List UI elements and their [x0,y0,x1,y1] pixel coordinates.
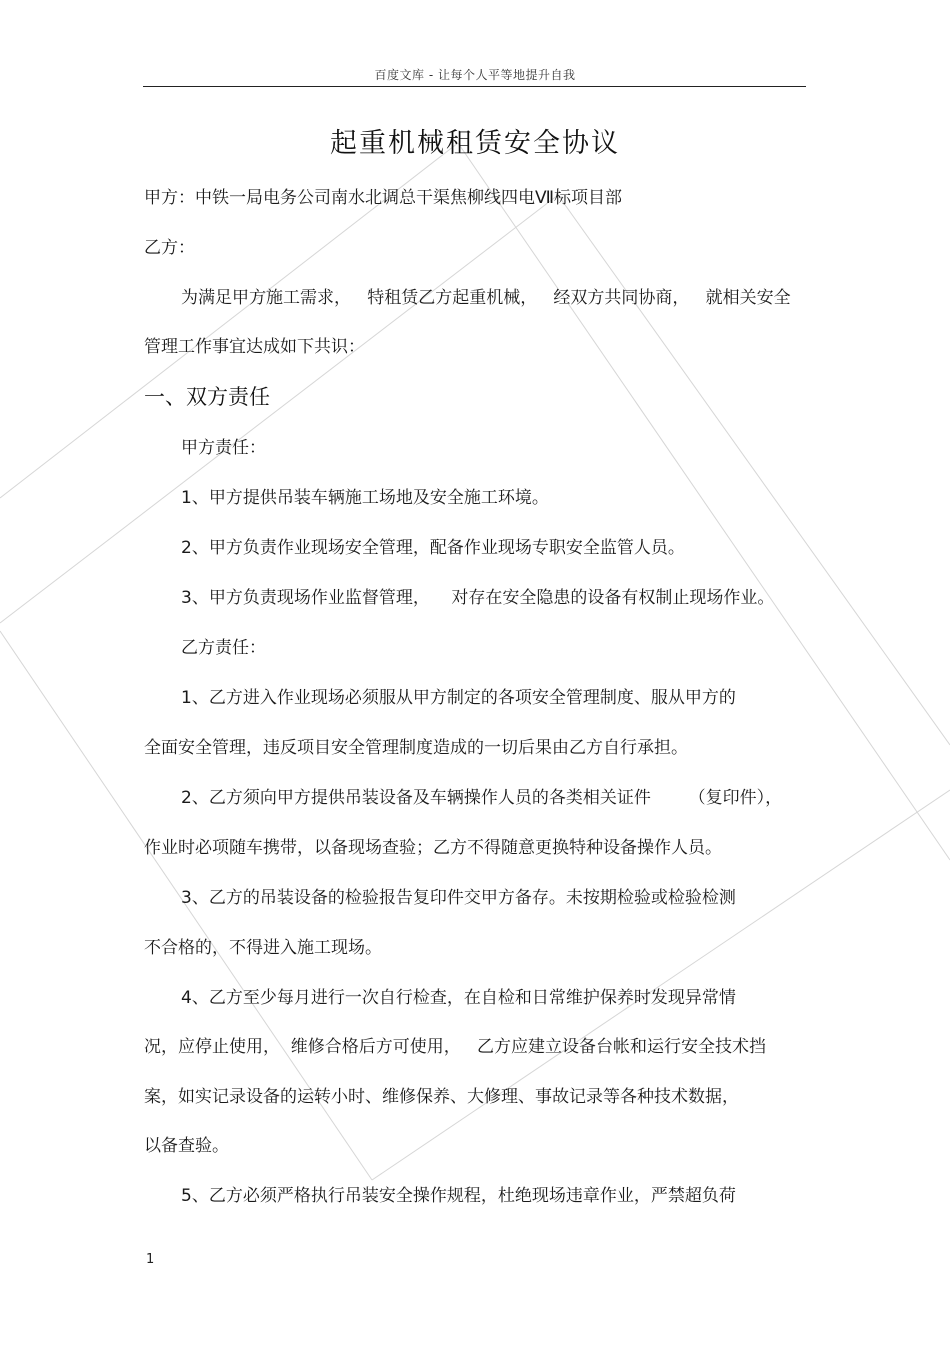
intro-paragraph-line-1: 为满足甲方施工需求， 特租赁乙方起重机械， 经双方共同协商， 就相关安全 [181,288,791,308]
party-b-item-line: 案，如实记录设备的运转小时、维修保养、大修理、事故记录等各种技术数据， [144,1087,739,1107]
header-divider [143,86,806,87]
section-heading: 一、双方责任 [144,385,270,409]
party-a-item: 3、甲方负责现场作业监督管理， 对存在安全隐患的设备有权制止现场作业。 [181,588,775,608]
party-b-item-line: 全面安全管理，违反项目安全管理制度造成的一切后果由乙方自行承担。 [144,738,688,758]
party-b-item-line: 作业时必项随车携带，以备现场查验；乙方不得随意更换特种设备操作人员。 [144,838,722,858]
party-b-item-line: 以备查验。 [144,1136,229,1156]
party-b-line: 乙方： [144,238,195,258]
party-a-responsibility-heading: 甲方责任： [181,438,266,458]
party-a-item: 2、甲方负责作业现场安全管理，配备作业现场专职安全监管人员。 [181,538,685,558]
party-b-responsibility-heading: 乙方责任： [181,638,266,658]
intro-paragraph-line-2: 管理工作事宜达成如下共识： [144,337,365,357]
document-title: 起重机械租赁安全协议 [330,128,620,159]
party-b-item-line: 1、乙方进入作业现场必须服从甲方制定的各项安全管理制度、服从甲方的 [181,688,736,708]
party-b-item-line: 不合格的，不得进入施工现场。 [144,938,382,958]
party-b-item-line: 3、乙方的吊装设备的检验报告复印件交甲方备存。未按期检验或检验检测 [181,888,736,908]
party-b-item-line: 2、乙方须向甲方提供吊装设备及车辆操作人员的各类相关证件 （复印件）， [181,788,783,808]
party-a-item: 1、甲方提供吊装车辆施工场地及安全施工环境。 [181,488,549,508]
page-number: 1 [146,1252,155,1267]
page-header: 百度文库 - 让每个人平等地提升自我 [374,68,576,82]
party-b-item-line: 况，应停止使用， 维修合格后方可使用， 乙方应建立设备台帐和运行安全技术挡 [144,1037,767,1057]
party-b-item-line: 5、乙方必须严格执行吊装安全操作规程，杜绝现场违章作业，严禁超负荷 [181,1186,736,1206]
party-a-line: 甲方：中铁一局电务公司南水北调总干渠焦柳线四电Ⅶ标项目部 [144,188,623,208]
party-b-item-line: 4、乙方至少每月进行一次自行检查，在自检和日常维护保养时发现异常情 [181,988,736,1008]
